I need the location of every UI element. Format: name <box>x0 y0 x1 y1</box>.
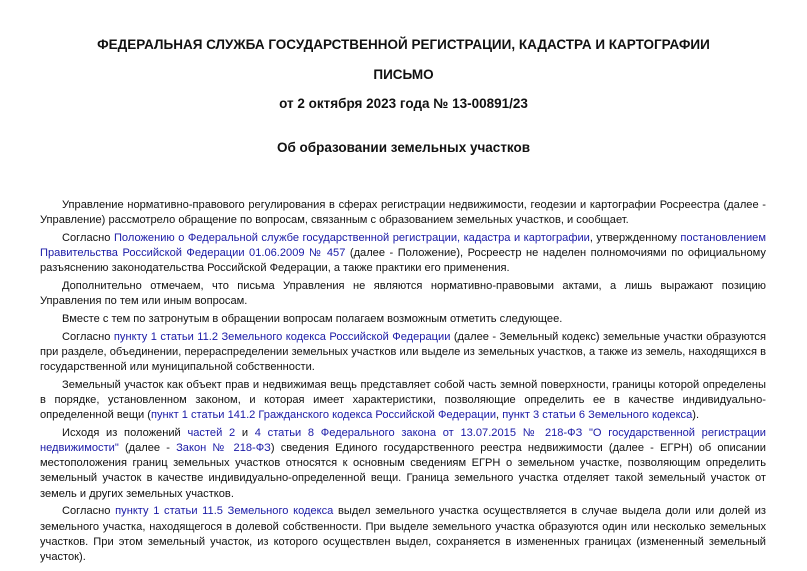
body-paragraph <box>40 231 766 277</box>
legal-reference-link[interactable]: Положению о Федеральной службе государственной регистрации, кадастра и картографии <box>113 231 590 244</box>
body-paragraph <box>40 330 766 376</box>
legal-reference-link[interactable]: Закон № 218-ФЗ <box>176 442 271 455</box>
document-subject: Об образовании земельных участков <box>276 140 531 155</box>
body-paragraph <box>40 504 766 565</box>
paragraph-text: выдел земельного участка осуществляется в случае выдела доли или долей из земельного участка, находящегося в долевой собственности. При выделе земельного участка образуются один или несколько земельных участков. При этом земельный участок, из которого осуществлен выдел, сохраняется в измененных границах (измененный земельный участок). <box>40 505 767 563</box>
legal-reference-link[interactable]: пункту 1 статьи 11.5 Земельного кодекса <box>115 505 334 518</box>
paragraph-text: , <box>496 409 503 422</box>
paragraph-text: и <box>235 426 255 439</box>
body-paragraph <box>40 279 766 309</box>
paragraph-text: (далее - Положение), Росреестр не наделен полномочиями по официальному разъяснению законодательства Российской Федерации, а также практики его применения. <box>40 247 766 275</box>
body-paragraph <box>40 198 766 228</box>
legal-reference-link[interactable]: пункту 1 статьи 11.2 Земельного кодекса Российской Федерации <box>113 330 451 343</box>
paragraph-text: Согласно <box>62 231 114 244</box>
legal-reference-link[interactable]: частей 2 <box>187 426 236 439</box>
body-paragraph <box>40 378 766 424</box>
paragraph-text: Вместе с тем по затронутым в обращении вопросам полагаем возможным отметить следующее. <box>62 312 563 325</box>
body-paragraph <box>40 312 766 327</box>
document-date-number: от 2 октября 2023 года № 13-00891/23 <box>279 96 528 111</box>
paragraph-text: Земельный участок как объект прав и недвижимая вещь представляет собой часть земной поверхности, границы которой определены в порядке, установленном законом, и которая имеет характеристики, позволяющие определить ее в качестве индивидуально-определенной вещи ( <box>40 378 766 422</box>
agency-title: ФЕДЕРАЛЬНАЯ СЛУЖБА ГОСУДАРСТВЕННОЙ РЕГИСТРАЦИИ, КАДАСТРА И КАРТОГРАФИИ <box>97 37 710 52</box>
paragraph-text: (далее - <box>118 442 177 455</box>
paragraph-text: (далее - Земельный кодекс) земельные участки образуются при разделе, объединении, перераспределении земельных участков или выделе из земельных участков, а также из земель, находящихся в государственной или муниципальной собственности. <box>40 330 766 374</box>
letter-body <box>40 198 766 568</box>
paragraph-text: ). <box>692 409 700 422</box>
paragraph-text: ) сведения Единого государственного реестра недвижимости (далее - ЕГРН) об описании местоположения границ земельных участков относятся к основным сведениям ЕГРН о земельном участке, позволяющим определить земельный участок в качестве индивидуально-определенной вещи. Граница земельного участка отделяет такой земельный участок от земель и других земельных участков. <box>40 442 766 500</box>
legal-reference-link[interactable]: пункт 3 статьи 6 Земельного кодекса <box>502 409 693 422</box>
paragraph-text: , утвержденному <box>589 231 681 244</box>
paragraph-text: Согласно <box>62 505 116 518</box>
legal-reference-link[interactable]: пункт 1 статьи 141.2 Гражданского кодекса Российской Федерации <box>150 409 497 422</box>
paragraph-text: Дополнительно отмечаем, что письма Управления не являются нормативно-правовыми актами, а лишь выражают позицию Управления по тем или иным вопросам. <box>40 280 766 308</box>
body-paragraph <box>40 426 766 502</box>
document-type: ПИСЬМО <box>373 67 434 82</box>
paragraph-text: Управление нормативно-правового регулирования в сферах регистрации недвижимости, геодезии и картографии Росреестра (далее - Управление) рассмотрело обращение по вопросам, связанным с образованием земельных участков, и сообщает. <box>40 199 766 227</box>
legal-reference-link[interactable]: постановлением Правительства Российской Федерации 01.06.2009 № 457 <box>40 231 766 260</box>
legal-reference-link[interactable]: 4 статьи 8 Федерального закона от 13.07.2015 № 218-ФЗ "О государственной регистрации недвижимости" <box>40 426 766 455</box>
paragraph-text: Согласно <box>62 330 114 343</box>
paragraph-text: Исходя из положений <box>62 426 188 439</box>
